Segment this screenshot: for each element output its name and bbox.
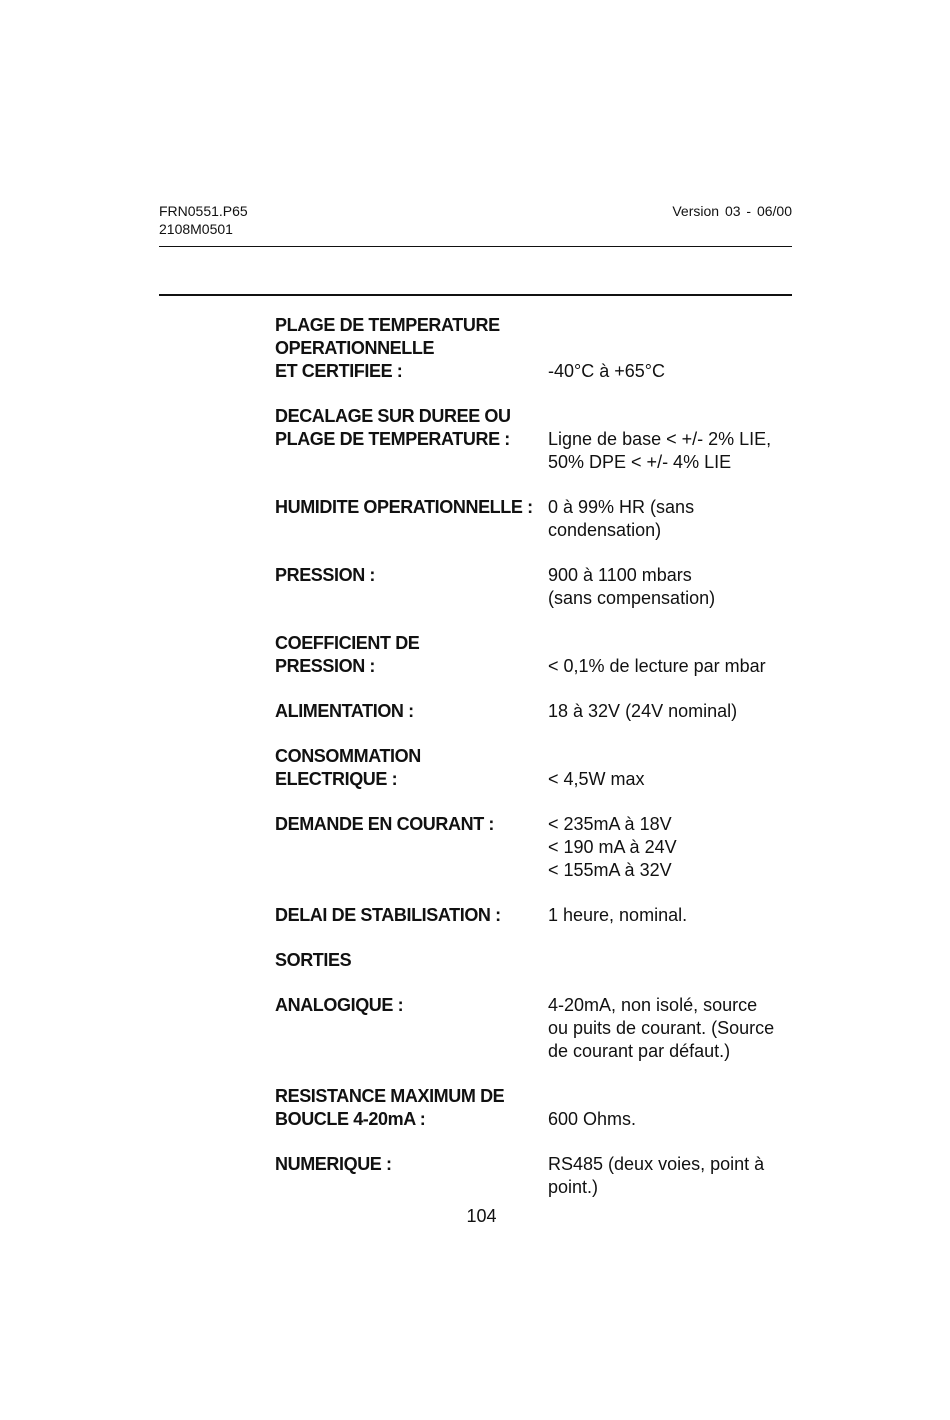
spec-row bbox=[275, 632, 795, 678]
spec-value-line: ou puits de courant. (Source bbox=[548, 1018, 775, 1038]
doc-code: 2108M0501 bbox=[159, 221, 233, 237]
spec-label: RESISTANCE MAXIMUM DE BOUCLE 4-20mA : bbox=[275, 1086, 505, 1129]
spec-value-line: de courant par défaut.) bbox=[548, 1041, 731, 1061]
spec-value bbox=[548, 700, 795, 723]
page-number: 104 bbox=[466, 1206, 497, 1226]
spec-value bbox=[548, 564, 795, 610]
spec-value-line: 18 à 32V (24V nominal) bbox=[548, 701, 738, 721]
spec-label: CONSOMMATION ELECTRIQUE : bbox=[275, 746, 421, 789]
specification-list bbox=[275, 314, 795, 1221]
spec-value bbox=[548, 496, 795, 542]
spec-label: DEMANDE EN COURANT : bbox=[275, 814, 494, 834]
version-label: Version 03 - 06/00 bbox=[672, 203, 792, 219]
spec-value-line: point.) bbox=[548, 1177, 599, 1197]
spec-value bbox=[548, 1085, 795, 1131]
spec-label: DELAI DE STABILISATION : bbox=[275, 905, 501, 925]
spec-value-line: < 190 mA à 24V bbox=[548, 837, 677, 857]
spec-label: ANALOGIQUE : bbox=[275, 995, 404, 1015]
spec-row bbox=[275, 1153, 795, 1199]
section-divider bbox=[159, 294, 792, 296]
spec-label: ALIMENTATION : bbox=[275, 701, 414, 721]
spec-value-line: < 155mA à 32V bbox=[548, 860, 672, 880]
spec-value-line: 50% DPE < +/- 4% LIE bbox=[548, 452, 732, 472]
document-header-left bbox=[159, 202, 248, 238]
spec-label: NUMERIQUE : bbox=[275, 1154, 392, 1174]
spec-label: COEFFICIENT DE PRESSION : bbox=[275, 633, 420, 676]
spec-row bbox=[275, 496, 795, 542]
spec-label: PLAGE DE TEMPERATURE OPERATIONNELLE ET CERTIFIEE : bbox=[275, 315, 500, 381]
spec-value-line: 0 à 99% HR (sans bbox=[548, 497, 695, 517]
spec-row bbox=[275, 314, 795, 383]
spec-value-line: 1 heure, nominal. bbox=[548, 905, 688, 925]
spec-label: DECALAGE SUR DUREE OU PLAGE DE TEMPERATURE : bbox=[275, 406, 511, 449]
spec-value bbox=[548, 813, 795, 882]
spec-row bbox=[275, 1085, 795, 1131]
spec-value bbox=[548, 745, 795, 791]
spec-value bbox=[548, 405, 795, 474]
spec-row bbox=[275, 994, 795, 1063]
spec-value bbox=[548, 949, 795, 972]
header-divider bbox=[159, 246, 792, 247]
spec-row bbox=[275, 405, 795, 474]
spec-value-line: RS485 (deux voies, point à bbox=[548, 1154, 765, 1174]
spec-value bbox=[548, 632, 795, 678]
spec-value-line: condensation) bbox=[548, 520, 662, 540]
spec-label: SORTIES bbox=[275, 950, 352, 970]
spec-label: PRESSION : bbox=[275, 565, 376, 585]
spec-row bbox=[275, 813, 795, 882]
spec-value bbox=[548, 994, 795, 1063]
spec-value-line: < 235mA à 18V bbox=[548, 814, 672, 834]
spec-value-line: 600 Ohms. bbox=[548, 1109, 637, 1129]
spec-value-line: < 4,5W max bbox=[548, 769, 645, 789]
spec-value-line: Ligne de base < +/- 2% LIE, bbox=[548, 429, 772, 449]
spec-value bbox=[548, 904, 795, 927]
spec-value-line: 900 à 1100 mbars bbox=[548, 565, 692, 585]
spec-row bbox=[275, 700, 795, 723]
spec-value-line: (sans compensation) bbox=[548, 588, 716, 608]
spec-row bbox=[275, 745, 795, 791]
spec-label: HUMIDITE OPERATIONNELLE : bbox=[275, 497, 533, 517]
spec-row bbox=[275, 904, 795, 927]
spec-row bbox=[275, 949, 795, 972]
spec-value bbox=[548, 314, 795, 383]
file-id: FRN0551.P65 bbox=[159, 203, 248, 219]
spec-value-line: -40°C à +65°C bbox=[548, 361, 665, 381]
spec-value-line: < 0,1% de lecture par mbar bbox=[548, 656, 766, 676]
spec-row bbox=[275, 564, 795, 610]
spec-value-line: 4-20mA, non isolé, source bbox=[548, 995, 758, 1015]
spec-value bbox=[548, 1153, 795, 1199]
